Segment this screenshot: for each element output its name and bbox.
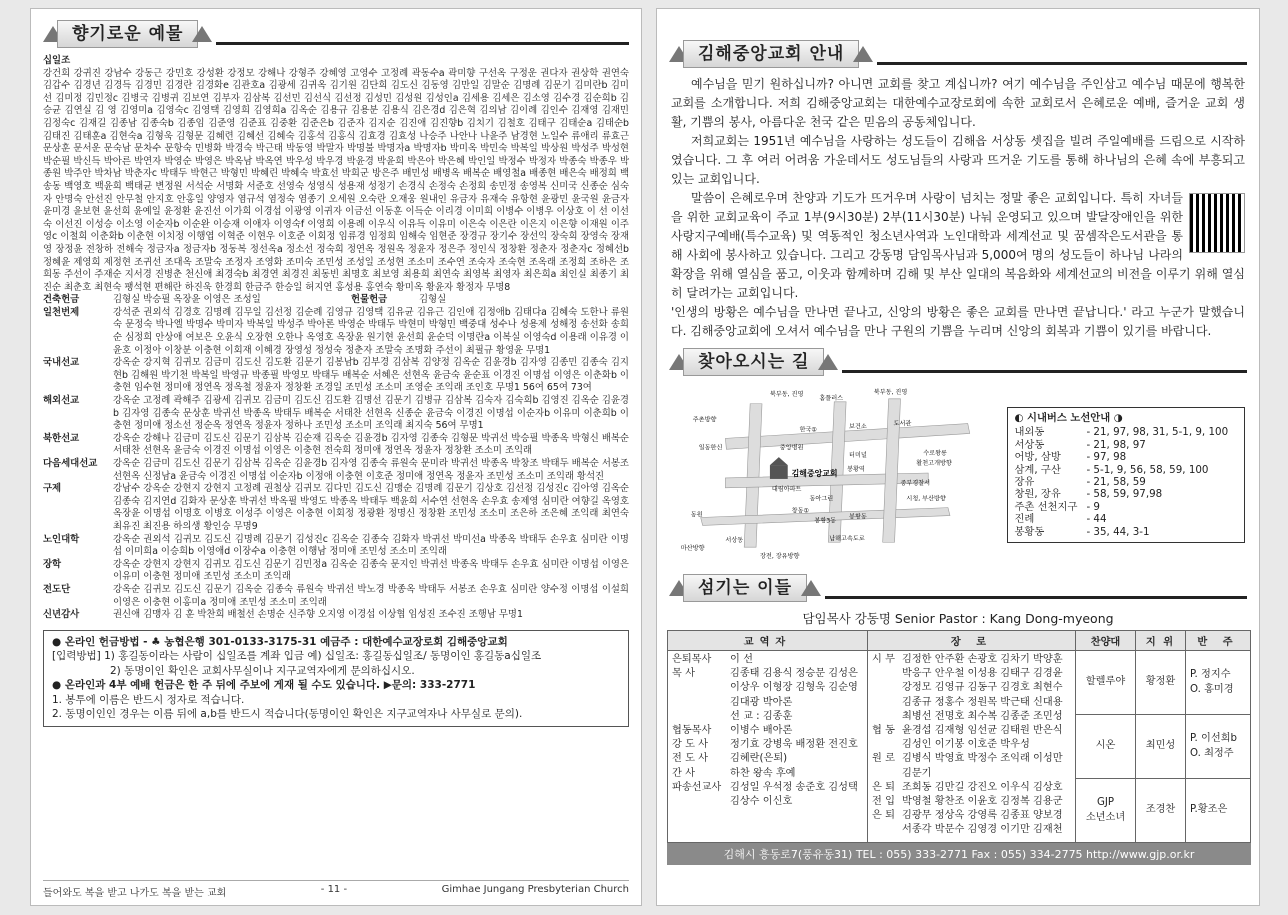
staff-role [872, 696, 902, 710]
staff-names: 김정한 안주환 손광호 김차기 박양훈 [902, 654, 1063, 665]
offering-row [43, 559, 629, 584]
qr-code-icon [1189, 193, 1245, 253]
offering-names: 김형실 [419, 294, 447, 306]
staff-entry [672, 681, 863, 695]
staff-entry [872, 809, 1071, 823]
staff-row [668, 651, 1251, 715]
staff-entry [672, 696, 863, 710]
staff-entry [672, 710, 863, 724]
th-ministers: 교역자 [668, 631, 868, 651]
offering-list [31, 55, 641, 622]
bus-numbers: - 21, 97, 98, 31, 5-1, 9, 100 [1086, 426, 1229, 439]
offering-category: 일천번제 [43, 306, 80, 318]
section-title-line [877, 62, 1247, 65]
map-label: 중앙병원 [779, 444, 804, 452]
triangle-icon [818, 354, 838, 370]
staff-names: 박응구 안우철 이성용 김태구 김경윤 [902, 668, 1063, 680]
staff-role: 은 퇴 [872, 781, 895, 793]
footer-church-name: Gimhae Jungang Presbyterian Church [441, 884, 629, 895]
staff-entry [872, 752, 1071, 766]
bus-route-row [1014, 439, 1238, 451]
staff-entry [672, 667, 863, 681]
map-label: 한국① [799, 426, 817, 434]
staff-names: 이 선 [730, 654, 753, 665]
offering-row [43, 433, 629, 458]
section-title-line [825, 596, 1247, 599]
map-label: 남해고속도로 [829, 535, 865, 543]
triangle-icon [853, 46, 873, 62]
map-label: 창동① [791, 507, 810, 515]
map-label-church: 김해중앙교회 [791, 468, 838, 478]
offering-category: 구제 [43, 483, 62, 495]
staff-role: 은 퇴 [872, 810, 895, 822]
notice-line: ● 온라인과 4부 예배 헌금은 한 주 뒤에 주보에 게재 될 수도 있습니다. ▶문의: 333-2771 [52, 679, 476, 692]
th-position: 지 위 [1136, 631, 1186, 651]
staff-names: 이상우 이형장 김형욱 김순영 [730, 682, 858, 694]
map-label: 봉황동 [849, 513, 867, 521]
staff-role: 목 사 [672, 668, 695, 680]
staff-names: 김종태 김용식 정승문 김성은 [730, 668, 858, 680]
staff-entry [672, 781, 863, 795]
intro-paragraph: 말씀이 은혜로우며 찬양과 기도가 뜨거우며 사랑이 넘치는 정말 좋은 교회입니다. 특히 자녀들을 위한 교회교육이 주교 1부(9시30분) 2부(11시30분) 나눠 운영되고 있으며 발달장애인을 위한 사랑지구예배(특수교육) 및 역동적인 청소년사역과 노인대학과 세계선교 및 꿈셈작은도서관을 통해 사회에 봉사하고 있습니다. 그리고 강동명 담임목사님과 5,000여 명의 성도들이 하나님 나라의 확장을 위해 열심을 품고, 이웃과 함께하며 김해 및 부산 일대의 복음화와 세계선교의 비전을 이루기 위해 열심히 달려가는 교회입니다. [671, 191, 1245, 300]
section-title-label: 김해중앙교회 안내 [683, 40, 859, 68]
section-title-line [842, 370, 1247, 373]
offering-names: 강옥순 강해나 김금미 김도신 김문기 김삼복 김순재 김옥순 김윤경b 김자영 김종숙 김형문 박귀선 박승필 박종옥 박형신 배복순 서태찬 선현옥 윤금숙 이경진 이명섭 이영은 이충현 전숙희 정미애 정연옥 정윤자 정창환 조소미 조익래 [113, 432, 629, 457]
bus-stop: 삼계, 구산 [1014, 463, 1061, 476]
staff-role: 협동목사 [672, 725, 712, 737]
offering-category: 국내선교 [43, 357, 80, 369]
offering-section-title [43, 19, 629, 49]
offering-names: 권신애 김맹자 김 훈 박찬희 배철선 손명순 신주향 오지영 이경섭 이상협 임성진 조수진 조행남 무명1 [113, 609, 523, 621]
staff-role: 파송선교사 [672, 781, 722, 793]
offering-row [43, 609, 629, 622]
offering-names: 강옥순 김귀모 김도신 김문기 김옥순 김종숙 류원숙 박귀선 박노경 박종옥 박태두 서봉조 손우효 심미란 양수정 이명섭 이설희 이영은 이충현 이홍미a 정미애 조민성 조소미 조익래 [113, 583, 629, 608]
notice-line: [입력방법] 1) 홍길동이라는 사람이 십일조를 계좌 입금 예) 십일조: 홍길동십일조/ 동명이인 홍길동a십일조 [52, 650, 542, 663]
staff-names: 김종규 정홍수 정원목 박근태 신대용 [902, 696, 1063, 708]
staff-names: 김상수 이신호 [730, 796, 793, 808]
staff-entry [872, 823, 1071, 837]
staff-entry [672, 724, 863, 738]
choir-name: 할렐루야 [1076, 651, 1136, 715]
notice-line: 1. 봉투에 이름은 반드시 정자로 적습니다. [52, 693, 245, 706]
choir-acc: P.황조은 [1186, 779, 1251, 843]
right-page [656, 8, 1260, 906]
bus-numbers: - 44 [1086, 513, 1107, 526]
page-number: - 11 - [320, 884, 348, 895]
offering-row [43, 534, 629, 559]
staff-table [667, 630, 1251, 843]
triangle-icon [192, 26, 212, 42]
bus-stop: 서상동 [1014, 438, 1045, 451]
offering-row [43, 584, 629, 609]
map-label: 북부동, 진영 [769, 390, 804, 398]
staff-role [672, 681, 730, 695]
church-address-footer: 김해시 흥동로7(풍유동31) TEL : 055) 333-2771 Fax : 055) 334-2775 http://www.gjp.or.kr [667, 843, 1251, 865]
map-label: 마산방향 [680, 545, 705, 553]
staff-entry [872, 653, 1071, 667]
map-label: 도서관 [893, 420, 912, 428]
footer-motto: 들어와도 복을 받고 나가도 복을 받는 교회 [43, 888, 227, 899]
offering-names: 강옥순 강현지 강현지 김귀모 김도신 김문기 김민정a 김옥순 김종숙 문지인 박귀선 박종옥 박태두 손우효 심미란 이명섭 이영은 이유미 이충현 정미애 조민성 조소미 조익래 [113, 558, 629, 583]
bus-numbers: - 5-1, 9, 56, 58, 59, 100 [1086, 463, 1209, 476]
staff-names: 박영철 황찬조 이윤호 김정복 김용군 [902, 796, 1063, 808]
offering-names: 강옥순 강지혁 김귀모 김금미 김도신 김도환 김문기 김봉남b 김부경 김삼복 김양정 김옥순 김윤경b 김자영 김종민 김종숙 김지현b 김해원 박기천 박복일 박영규 박종필 박영모 박태두 배복순 서혜은 선현옥 윤금숙 윤순표 이경진 이명섭 이영은 이춘화b 이충현 임수현 정미애 정연옥 정옥철 정윤자 정창환 조경일 조민성 조소미 조영순 조익래 조인호 무명1 56여 65여 73여 [113, 357, 629, 394]
staff-names: 김광무 정상옥 강영록 김종표 양보경 [902, 810, 1063, 822]
offering-category: 노인대학 [43, 533, 80, 545]
staff-role: 원 로 [872, 753, 895, 765]
church-building-icon [770, 465, 788, 479]
offering-category: 해외선교 [43, 395, 80, 407]
staff-names: 최병선 전명호 최수복 김종준 조민성 [902, 710, 1063, 722]
section-title-label: 찾아오시는 길 [683, 348, 824, 376]
ministers-cell [668, 651, 868, 843]
bus-route-info [1007, 407, 1245, 543]
staff-role [872, 667, 902, 681]
staff-entry [672, 767, 863, 781]
directions-title [669, 347, 1247, 377]
staff-names: 김성일 우석정 송준호 김성택 [730, 781, 858, 793]
online-offering-notice [43, 630, 629, 727]
map-label: 주촌방향 [692, 416, 717, 424]
offering-names: 강옥순 권외석 김귀모 김도신 김명례 김문기 김성진c 김옥순 김종숙 김화자 박귀선 박미선a 박종옥 박태두 손우효 심미란 이명섭 이미희a 이승희b 이영애d 이장수a 이충현 이행남 정미애 조민성 조소미 조익래 [113, 533, 629, 558]
staff-role: 협 동 [872, 725, 895, 737]
map-label: 동아그린 [809, 495, 834, 503]
map-label: 터미널 [849, 452, 867, 460]
staff-role: 시 무 [872, 654, 895, 665]
offering-category: 헌물헌금 [351, 294, 388, 306]
staff-entry [872, 767, 1071, 781]
map-area [657, 383, 1259, 573]
staff-role [872, 710, 902, 724]
offering-category: 장학 [43, 558, 62, 570]
staff-names: 김대광 박아론 [730, 696, 793, 708]
offering-category: 건축헌금 [43, 294, 80, 306]
elders-cell [868, 651, 1076, 843]
notice-line: 2) 동명이인 확인은 교회사무실이나 지구교역자에게 문의하십시오. [110, 664, 415, 677]
map-label: 동원 [690, 511, 703, 519]
section-title-line [216, 42, 629, 45]
bus-route-row [1014, 526, 1238, 538]
offering-names: 김형실 박승필 옥장윤 이영은 조성일 [113, 294, 261, 306]
bus-route-row [1014, 426, 1238, 438]
bus-stop: 봉황동 [1014, 525, 1045, 538]
staff-entry [872, 696, 1071, 710]
staff-entry [672, 653, 863, 667]
staff-entry [872, 667, 1071, 681]
map-label: 중부경찰서 [900, 479, 931, 487]
offering-row [43, 307, 629, 357]
bus-stop: 주촌 선천지구 [1014, 500, 1078, 513]
staff-role [672, 696, 730, 710]
bus-route-row [1014, 451, 1238, 463]
staff-role: 간 사 [672, 767, 695, 779]
map-label: 일동한신 [698, 444, 723, 452]
section-title-label: 향기로운 예물 [57, 20, 198, 48]
th-accompanist: 반 주 [1186, 631, 1251, 651]
staff-role: 전 입 [872, 796, 895, 808]
staff-entry [872, 795, 1071, 809]
section-title-label: 섬기는 이들 [683, 574, 807, 602]
bus-stop: 창원, 장유 [1014, 488, 1061, 501]
intro-paragraph: 예수님을 믿기 원하십니까? 아니면 교회를 찾고 계십니까? 여기 예수님을 주인삼고 예수님 때문에 행복한 교회를 소개합니다. 저희 김해중앙교회는 대한예수교장로회에 속한 교회로서 은혜로운 예배, 즐거운 교회 생활, 기쁨의 봉사, 아름다운 천국 같은 믿음의 공동체입니다. [671, 77, 1245, 129]
bus-numbers: - 97, 98 [1086, 451, 1127, 464]
bus-stop: 내외동 [1014, 426, 1045, 439]
tithe-label: 십일조 [43, 55, 71, 66]
staff-role [672, 710, 730, 724]
staff-role [872, 767, 902, 781]
left-page [30, 8, 642, 906]
church-intro [657, 75, 1259, 341]
staff-names: 김문기 [902, 767, 932, 779]
map-label: 보건소 [849, 423, 867, 431]
bus-numbers: - 9 [1086, 500, 1100, 513]
map-label: 봉황역 [847, 466, 865, 474]
senior-pastor: 담임목사 강동명 Senior Pastor : Kang Dong-myeong [802, 611, 1114, 626]
staff-names: 선 교 : 김종훈 [730, 710, 793, 722]
choir-leader: 황정환 [1136, 651, 1186, 715]
staff-names: 김성인 이기봉 이호준 박우성 [902, 739, 1030, 751]
map-label: 북부동, 진영 [873, 388, 908, 396]
staff-names: 윤경섭 김재형 임선균 김태원 반은식 [902, 725, 1063, 737]
staff-entry [872, 738, 1071, 752]
choir-leader: 최민성 [1136, 715, 1186, 779]
offering-row [43, 458, 629, 483]
offering-names: 강남수 강옥순 강현지 강현지 고정례 권철상 김귀모 김다민 김도신 김맹순 김명례 김문기 김상호 김선정 김성진c 김아영 김옥순 김종숙 김지연d 김화자 문상훈 박귀선 박옥필 박영도 박종옥 박태두 백윤희 서수연 선현옥 손우효 송제영 심미란 여향길 옥영호 옥장윤 이명섭 이명호 이병호 이성주 이영은 이충현 이회정 정광환 정명신 정창환 조민성 조소미 조은하 조은혜 조익래 최연숙 최유진 최진용 하의생 황인승 무명9 [113, 483, 629, 532]
triangle-icon [801, 580, 821, 596]
location-map [671, 383, 997, 563]
bus-stop: 장유 [1014, 476, 1035, 489]
notice-line: 2. 동명이인인 경우는 이름 뒤에 a,b를 반드시 적습니다(동명이인 확인은 지구교역자나 사무실로 문의). [52, 708, 523, 721]
left-footer [43, 880, 629, 899]
staff-role [872, 681, 902, 695]
church-info-title [669, 39, 1247, 69]
bus-numbers: - 35, 44, 3-1 [1086, 525, 1150, 538]
staff-role [872, 823, 902, 837]
staff-entry [672, 738, 863, 752]
choir-name: 시온 [1076, 715, 1136, 779]
map-label: 활천고개방향 [916, 460, 952, 468]
choir-leader: 조경찬 [1136, 779, 1186, 843]
staff-names: 강정모 김영규 김동구 김경호 최현수 [902, 682, 1063, 694]
staff-names: 서종각 박문수 김영경 이기만 김재천 [902, 824, 1063, 836]
choir-acc: P. 이선희b O. 최정주 [1186, 715, 1251, 779]
map-label: 시청, 부산방향 [906, 495, 946, 503]
tithe-names: 강건희 강귀진 강남수 강동근 강민호 강성환 강정모 강해나 강형주 강혜영 고영수 고정례 곽동수a 곽미향 구선옥 구정운 권다자 권상학 권연숙 김갑수 김경년 김경득 김경민 김경란 김경화e 김관호a 김광세 김귀옥 김기원 김단희 김도신 김동영 김만일 김말순 김명례 김문기 김미란b 김미선 김미정 김민정c 김병국 김병귀 김보연 김부자 김삼복 김선민 김선식 김선정 김성민 김성원 김성인a 김세용 김세은 김소영 김수경 김순희b 김승균 김연실 김 영 김영미a 김영숙c 김영택 김영희 김영희a 김옥순 김용규 김용분 김용식 김은경d 김은혁 김의남 김이례 김인수 김재영 김재민 김정숙c 김재길 김종남 김종숙b 김종임 김준영 김준표 김중환 김준은b 김준자 김지순 김진애 김진향b 김치기 김철호 김태구 김태순a 김태순b 김태진 김태훈a 김현숙a 김형욱 김형문 김혜련 김혜선 김혜숙 김홍석 김홍식 김효경 김효성 나승주 나안나 나윤주 남경현 노일수 류애리 류효근 문상훈 문서운 문숙남 문차수 문항숙 민병화 박경숙 박근태 박동영 박말자 박명불 박명자a 박명자b 박미옥 박민숙 박복일 박상원 박성주 박성현 박순필 박신득 박아른 박연자 박영순 박영은 박옥남 박옥연 박우성 박우경 박윤경 박윤희 박은아 박은혜 박인일 박정수 박정자 박종숙 박종우 박종원 박주안 박차남 박춘자c 박태두 박현근 박형민 박혜린 박혜숙 박효선 박희군 방은주 배민성 배병옥 배복순 배영철a 배종현 배은숙 배정희 백송동 백영호 백윤희 백태균 변정원 서석순 서명화 서준호 선영숙 성영식 성용재 성정기 손경식 손정숙 손정희 송민정 송영복 신미국 신종순 심숙자 안명숙 안선진 안무철 안지호 안홍일 양영자 염규석 염정숙 염종기 오세원 오숙란 오재웅 원내인 유금자 유재숙 유항현 윤광민 윤국원 윤금자 윤미경 윤보현 윤선희 윤예일 윤정환 윤진선 이가희 이경섭 이광영 이귀자 이금선 이동훈 이득순 이리경 이미희 이병수 이병우 이상호 이 선 이선숙 이선진 이성승 이소영 이순자b 이순완 이승재 이애자 이영숙f 이영희 이용례 이우식 이유득 이유미 이은숙 이은란 이은지 이은향 이재원 이주영c 이철희 이춘화b 이춘현 이치정 이행엽 이혁준 이현우 이호준 이회정 임류경 임정희 임해숙 임현준 장경규 장기수 장선익 장숙희 장영숙 장재영 장정윤 전창하 전해숙 정금자a 정금자b 정동복 정선옥a 정소선 정숙희 정연옥 정원옥 정윤자 정은주 정인식 정창환 정춘자 정춘자c 정혜선b 정혜윤 제영희 제정현 조귀선 조대옥 조말숙 조정자 조영화 조미숙 조민성 조성일 조성현 조소미 조수연 조숙자 조숙현 조옥래 조정희 조하은 조희동 주선이 주재순 지서경 진병춘 천신애 최경숙b 최경연 최경진 최동빈 최명호 최보영 최용희 최연숙 최영복 최영자 최은희a 최인실 최종기 최진순 최춘호 최현숙 팽석현 편해란 하진욱 한경희 한금주 한승일 허지연 홍성용 홍연숙 황미옥 황윤자 황정자 무명8 [43, 67, 629, 293]
staff-entry [872, 681, 1071, 695]
bus-route-row [1014, 513, 1238, 525]
offering-row [43, 294, 629, 307]
map-label: 대림아파트 [771, 485, 802, 493]
offering-names: 강옥순 고정례 곽해주 김광세 김귀모 김금미 김도신 김도환 김명선 김문기 김병규 김삼복 김숙자 김숙희b 김영진 김옥순 김윤경b 김자영 김종숙 문상훈 박귀선 박종옥 박태두 배복순 서태찬 선현옥 신종순 윤금숙 이경진 이명섭 이순자b 이유미 이춘희b 이충현 정미애 정소선 정순옥 정연옥 정윤자 정하나 조민성 조소미 조익래 최지숙 56여 무명1 [113, 395, 629, 432]
choir-name: GJP 소년소녀 [1076, 779, 1136, 843]
offering-row [43, 483, 629, 533]
staff-role [672, 795, 730, 809]
th-elders: 장 로 [868, 631, 1076, 651]
th-choir: 찬양대 [1076, 631, 1136, 651]
offering-category: 북한선교 [43, 432, 80, 444]
staff-entry [872, 781, 1071, 795]
notice-line: ● 온라인 헌금방법 - ♣ 농협은행 301-0133-3175-31 예금주 : 대한예수교장로회 김해중앙교회 [52, 635, 508, 648]
staff-names: 하찬 왕속 후예 [730, 767, 796, 779]
bus-numbers: - 58, 59, 97,98 [1086, 488, 1163, 501]
offering-row [43, 357, 629, 395]
bus-route-row [1014, 501, 1238, 513]
choir-acc: P. 정지수 O. 홍미경 [1186, 651, 1251, 715]
offering-category: 신년감사 [43, 609, 80, 621]
offering-names: 강옥순 김금미 김도신 김문기 김삼복 김옥순 김윤경b 김자영 김종숙 류원숙 문미라 박귀선 박종옥 박창조 박태두 배복순 서봉조 선현옥 신정남a 윤금숙 이경진 이명섭 이순자b 이정애 이충현 이호준 정미애 정연옥 정윤자 조민성 조소미 조익래 황석진 [113, 458, 629, 482]
intro-paragraph: '인생의 방황은 예수님을 만나면 끝나고, 신앙의 방황은 좋은 교회를 만나면 끝납니다.' 라고 누군가 말했습니다. 김해중앙교회에 오셔서 예수님을 만나 구원의 기쁨을 누리며 신앙의 회복과 기쁨이 있기를 바랍니다. [671, 305, 1245, 338]
staff-entry [672, 795, 863, 809]
staff-names: 이병수 배아론 [730, 725, 793, 737]
staff-entry [872, 724, 1071, 738]
bus-route-row [1014, 476, 1238, 488]
bus-numbers: - 21, 58, 59 [1086, 476, 1146, 489]
staff-names: 김혜란(은퇴) [730, 753, 788, 765]
bus-numbers: - 21, 98, 97 [1086, 438, 1146, 451]
staff-title [669, 573, 1247, 603]
intro-paragraph: 저희교회는 1951년 예수님을 사랑하는 성도들이 김해읍 서상동 셋집을 빌려 주일예배를 드림으로 시작하였습니다. 그 후 여러 어려움 가운데서도 성도님들의 사랑과 뜨거운 기도를 통해 하나님의 은혜 속에 부흥되고 있는 교회입니다. [671, 134, 1245, 186]
bus-route-row [1014, 488, 1238, 500]
offering-category: 전도단 [43, 583, 71, 595]
staff-role [872, 738, 902, 752]
offering-row [43, 395, 629, 433]
staff-role: 강 도 사 [672, 739, 708, 751]
map-label: 홈플러스 [819, 394, 844, 402]
staff-role: 은퇴목사 [672, 654, 712, 665]
staff-names: 조희동 김만길 강진오 이우식 김상호 [902, 781, 1063, 793]
offering-category: 다음세대선교 [43, 458, 98, 469]
staff-role: 전 도 사 [672, 753, 708, 765]
bus-route-row [1014, 464, 1238, 476]
map-label: 수로왕릉 [923, 450, 947, 458]
bus-title: ◐ 시내버스 노선안내 ◑ [1014, 412, 1123, 424]
staff-names: 김병식 박영효 박정수 조익래 이성만 [902, 753, 1063, 765]
staff-names: 정기효 강병욱 배정환 전진호 [730, 739, 858, 751]
staff-entry [872, 710, 1071, 724]
map-label: 장전, 장유방향 [760, 553, 800, 561]
bus-stop: 어방, 삼방 [1014, 451, 1061, 464]
map-label: 서상동 [725, 537, 744, 545]
bus-stop: 진례 [1014, 513, 1035, 526]
map-label: 봉황3동 [814, 517, 837, 525]
staff-entry [672, 752, 863, 766]
offering-names: 강석준 권외석 김경호 김명례 김무일 김선정 김순례 김영규 김영택 김유균 김유근 김인애 김정애b 김태다a 김혜숙 도한나 류원숙 문정숙 박나엘 박명수 박미자 박복일 박성주 박아론 박영순 박태두 박현미 박형민 백중대 성수나 성용제 성해정 송선화 송희순 심정희 안상애 여보은 오윤식 오장현 오한나 옥영호 옥장윤 원기현 윤선희 윤순덕 이명란a 이복실 이영숙d 이용래 이유경 이윤호 이정아 이창분 이충현 이회재 이혜경 장영성 정성숙 정춘자 조말숙 조명화 주선이 최필규 황영윤 무명1 [113, 306, 629, 356]
